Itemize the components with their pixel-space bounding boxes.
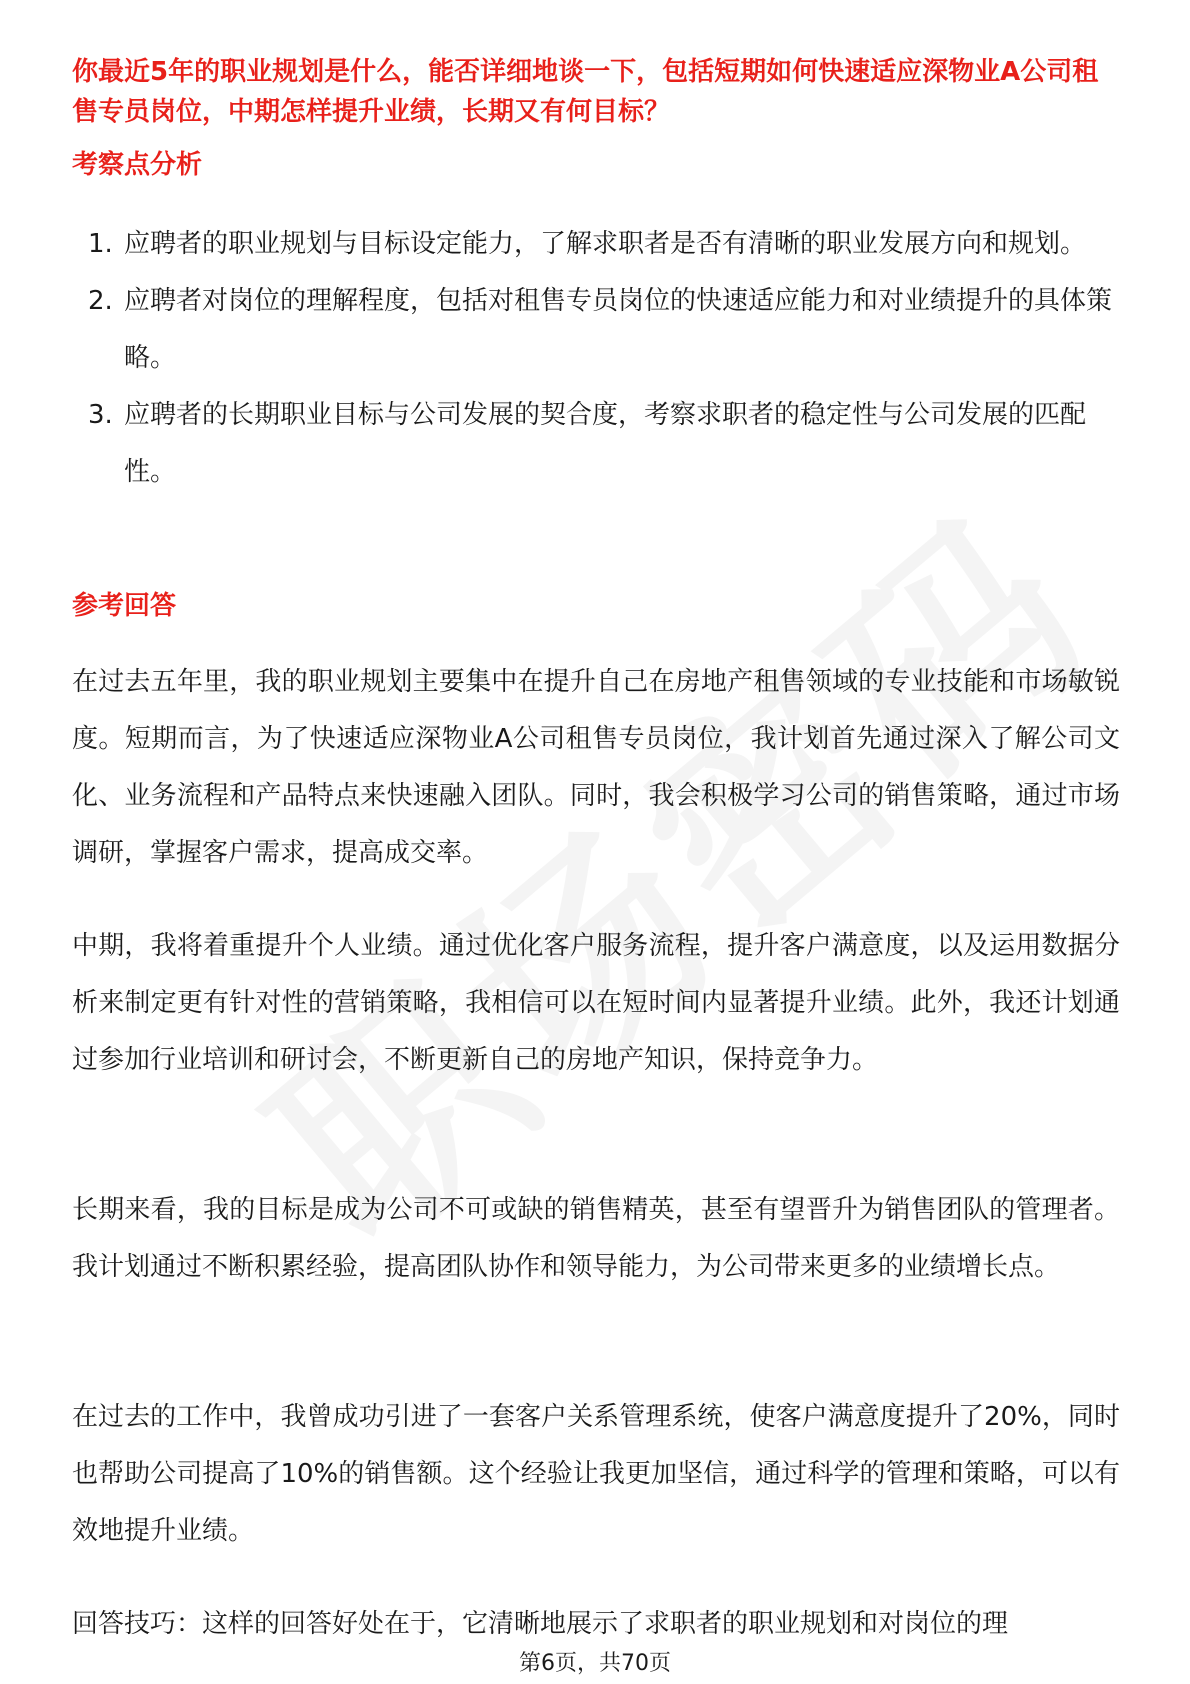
list-text: 应聘者对岗位的理解程度，包括对租售专员岗位的快速适应能力和对业绩提升的具体策略。 <box>124 286 1113 373</box>
answer-paragraph: 长期来看，我的目标是成为公司不可或缺的销售精英，甚至有望晋升为销售团队的管理者。我计划通过不断积累经验，提高团队协作和领导能力，为公司带来更多的业绩增长点。 <box>72 1195 1120 1282</box>
list-number: 3. <box>88 400 113 430</box>
question-title: 你最近5年的职业规划是什么，能否详细地谈一下，包括短期如何快速适应深物业A公司租售专员岗位，中期怎样提升业绩，长期又有何目标？ <box>72 57 1099 127</box>
tips-paragraph: 回答技巧：这样的回答好处在于，它清晰地展示了求职者的职业规划和对岗位的理 <box>72 1609 1009 1639</box>
list-item <box>72 387 1122 501</box>
list-text: 应聘者的职业规划与目标设定能力，了解求职者是否有清晰的职业发展方向和规划。 <box>124 229 1087 259</box>
list-number: 2. <box>88 286 113 316</box>
answer-paragraph: 在过去的工作中，我曾成功引进了一套客户关系管理系统，使客户满意度提升了20%，同时也帮助公司提高了10%的销售额。这个经验让我更加坚信，通过科学的管理和策略，可以有效地提升业绩。 <box>72 1402 1120 1546</box>
analysis-list <box>72 216 1122 501</box>
page-number: 第6页，共70页 <box>519 1651 671 1676</box>
list-text: 应聘者的长期职业目标与公司发展的契合度，考察求职者的稳定性与公司发展的匹配性。 <box>124 400 1087 487</box>
list-item <box>72 216 1122 273</box>
answer-paragraph: 中期，我将着重提升个人业绩。通过优化客户服务流程，提升客户满意度，以及运用数据分析来制定更有针对性的营销策略，我相信可以在短时间内显著提升业绩。此外，我还计划通过参加行业培训和研讨会，不断更新自己的房地产知识，保持竞争力。 <box>72 931 1120 1075</box>
answer-heading: 参考回答 <box>72 591 177 621</box>
answer-paragraph: 在过去五年里，我的职业规划主要集中在提升自己在房地产租售领域的专业技能和市场敏锐度。短期而言，为了快速适应深物业A公司租售专员岗位，我计划首先通过深入了解公司文化、业务流程和产品特点来快速融入团队。同时，我会积极学习公司的销售策略，通过市场调研，掌握客户需求，提高成交率。 <box>72 667 1120 868</box>
analysis-heading: 考察点分析 <box>72 150 203 180</box>
list-number: 1. <box>88 229 113 259</box>
list-item <box>72 273 1122 387</box>
